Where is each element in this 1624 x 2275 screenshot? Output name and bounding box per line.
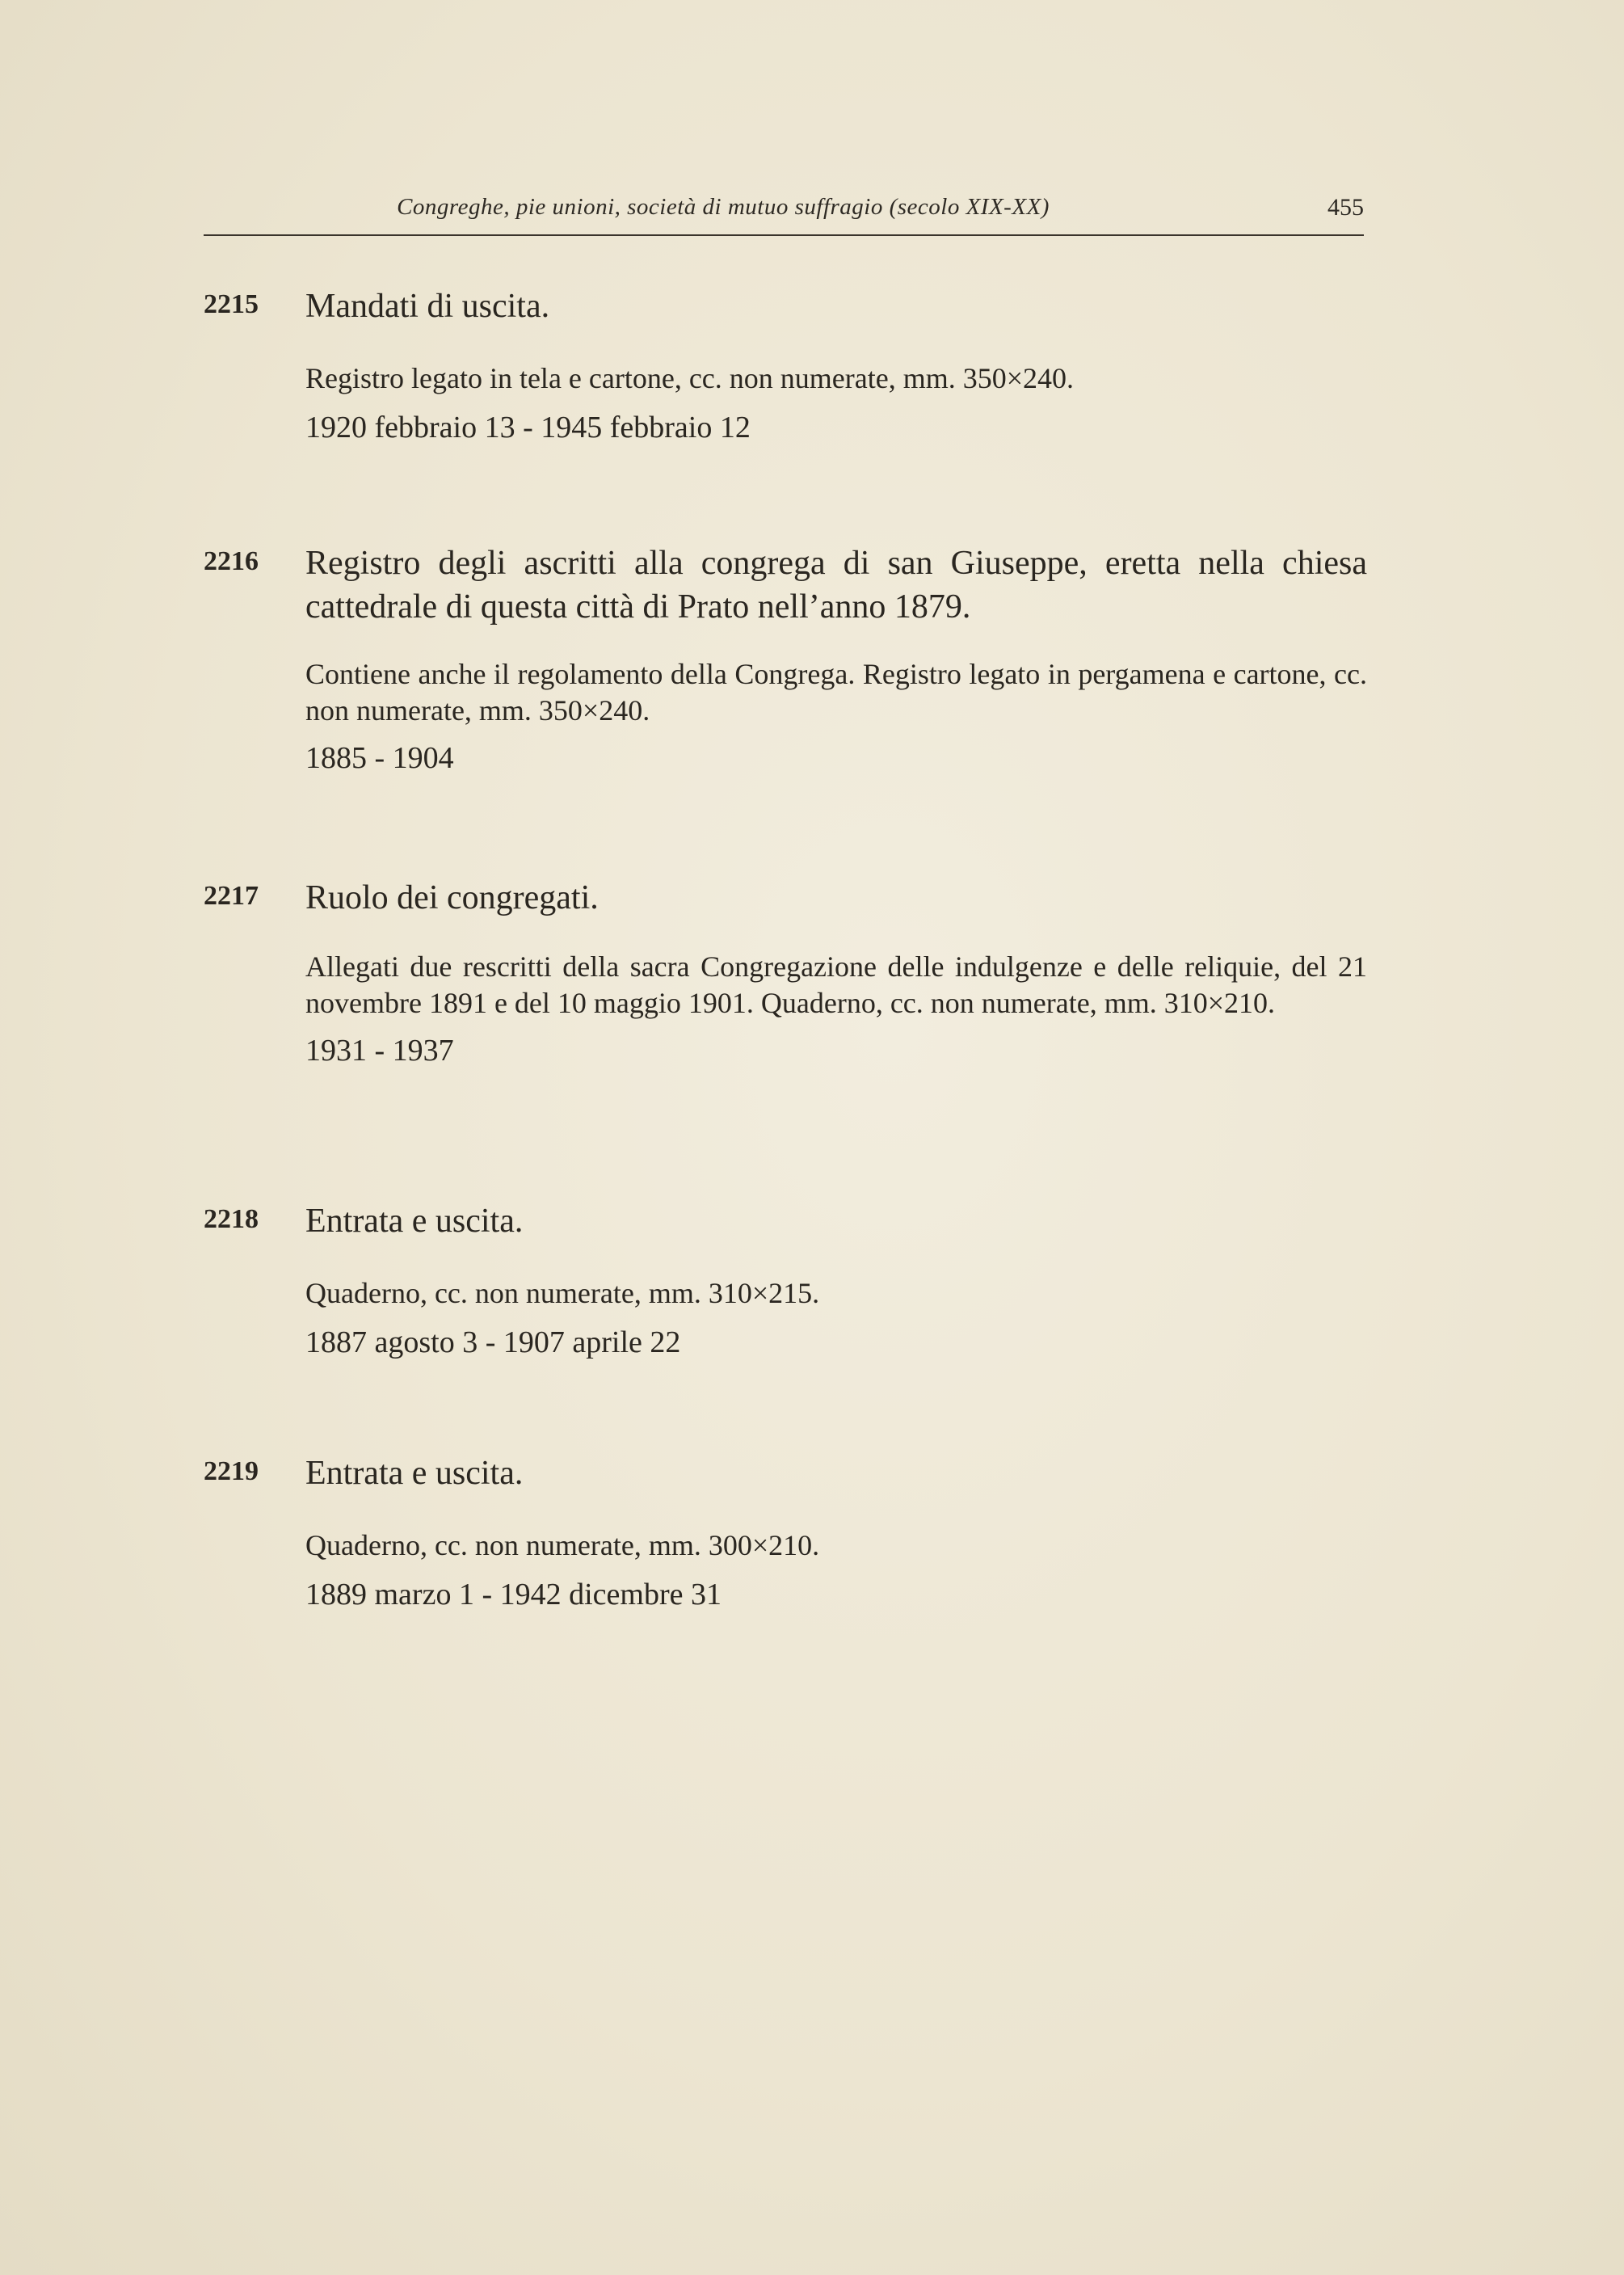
entry-title: Entrata e uscita. [305,1203,524,1240]
running-header [204,194,1364,236]
entry-body [305,541,1367,777]
entry-number: 2218 [204,1204,259,1234]
page-number: 455 [1327,194,1364,221]
entry-dates: 1887 agosto 3 - 1907 aprile 22 [305,1325,681,1359]
entry-title: Ruolo dei congregati. [305,879,599,916]
header-title: Congreghe, pie unioni, società di mutuo suffragio (secolo XIX-XX) [397,194,1050,220]
entry-description: Quaderno, cc. non numerate, mm. 310×215. [305,1277,820,1309]
entry-number: 2215 [204,289,259,319]
entry-dates: 1889 marzo 1 - 1942 dicembre 31 [305,1578,722,1611]
entry-description: Allegati due rescritti della sacra Congregazione delle indulgenze e delle reliquie, del 21 novembre 1891 e del 10 maggio 1901. Quaderno, cc. non numerate, mm. 310×210. [305,950,1367,1019]
entry-title: Entrata e uscita. [305,1455,524,1492]
entry-body [305,1451,1367,1614]
entry-number: 2217 [204,881,259,911]
entry-title: Registro degli ascritti alla congrega di san Giuseppe, eretta nella chiesa cattedrale di questa città di Prato nell’anno 1879. [305,545,1367,626]
entry-description: Contiene anche il regolamento della Congrega. Registro legato in pergamena e cartone, cc. non numerate, mm. 350×240. [305,658,1367,727]
entry-body [305,1199,1367,1362]
entry-number: 2216 [204,546,259,576]
entry-title: Mandati di uscita. [305,288,550,325]
entry-dates: 1885 - 1904 [305,741,454,775]
entry-description: Registro legato in tela e cartone, cc. non numerate, mm. 350×240. [305,362,1075,394]
entry-description: Quaderno, cc. non numerate, mm. 300×210. [305,1529,820,1561]
entry-body [305,284,1367,447]
entry-body [305,876,1367,1070]
entry-dates: 1931 - 1937 [305,1034,454,1068]
entry-dates: 1920 febbraio 13 - 1945 febbraio 12 [305,411,751,444]
entry-number: 2219 [204,1456,259,1486]
